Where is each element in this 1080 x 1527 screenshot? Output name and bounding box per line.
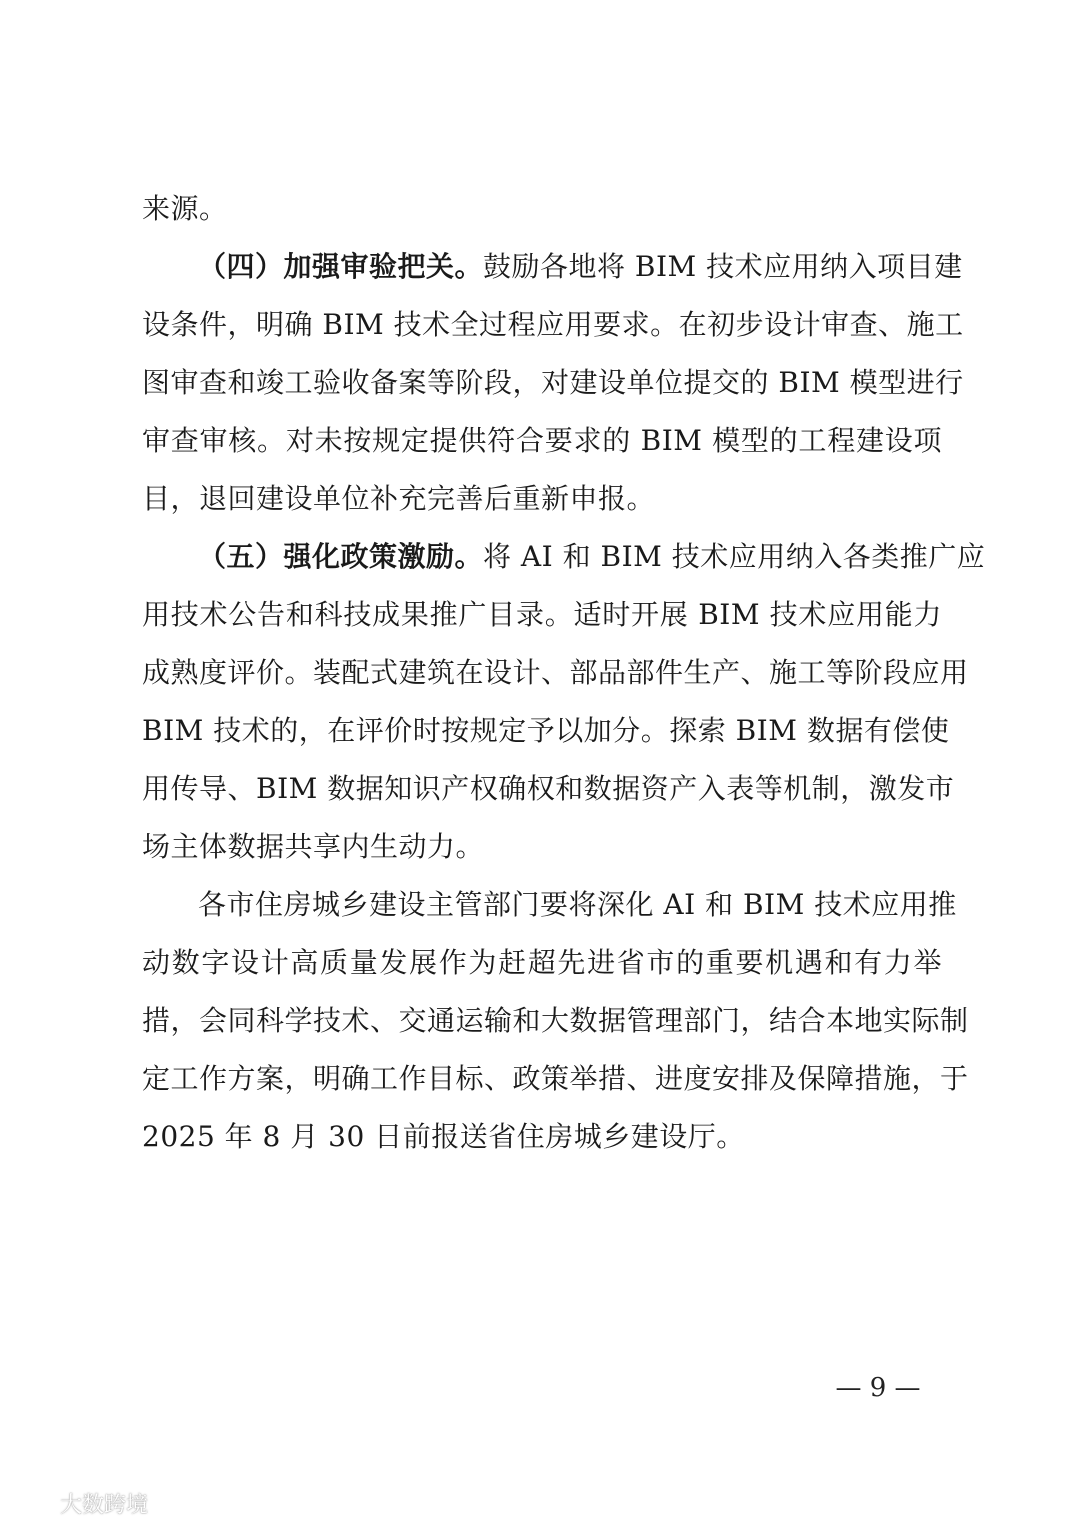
text-line — [142, 818, 942, 876]
line-text: 鼓励各地将 BIM 技术应用纳入项目建 — [483, 250, 963, 283]
text-line — [142, 412, 942, 470]
line-text: 2025 年 8 月 30 日前报送省住房城乡建设厅。 — [142, 1120, 745, 1153]
section-heading: （四）加强审验把关。 — [198, 250, 484, 283]
text-line — [142, 644, 969, 702]
line-text: 来源。 — [142, 192, 228, 225]
text-line — [142, 180, 942, 238]
text-line — [142, 528, 986, 586]
line-text: 定工作方案，明确工作目标、政策举措、进度安排及保障措施，于 — [142, 1062, 969, 1095]
line-text: 动数字设计高质量发展作为赶超先进省市的重要机遇和有力举 — [142, 946, 942, 979]
chat-bubble-logo-icon — [14, 1490, 54, 1516]
line-text: 各市住房城乡建设主管部门要将深化 AI 和 BIM 技术应用推 — [198, 888, 957, 921]
text-line — [142, 1050, 969, 1108]
text-line — [142, 1108, 942, 1166]
line-text: 目，退回建设单位补充完善后重新申报。 — [142, 482, 656, 515]
line-text: 场主体数据共享内生动力。 — [142, 830, 485, 863]
text-line — [142, 470, 942, 528]
text-line — [142, 760, 955, 818]
line-text: 用传导、BIM 数据知识产权确权和数据资产入表等机制，激发市 — [142, 772, 955, 805]
text-line — [142, 934, 942, 992]
text-line — [142, 992, 969, 1050]
page-number: — 9 — — [835, 1373, 921, 1403]
line-text: 用技术公告和科技成果推广目录。适时开展 BIM 技术应用能力 — [142, 598, 942, 631]
text-line — [142, 354, 964, 412]
text-line — [142, 702, 950, 760]
document-body — [142, 180, 986, 1166]
line-text: 措，会同科学技术、交通运输和大数据管理部门，结合本地实际制 — [142, 1004, 969, 1037]
line-text: BIM 技术的，在评价时按规定予以加分。探索 BIM 数据有偿使 — [142, 714, 950, 747]
line-text: 审查审核。对未按规定提供符合要求的 BIM 模型的工程建设项 — [142, 424, 942, 457]
text-line — [142, 296, 964, 354]
text-line — [142, 238, 963, 296]
line-text: 设条件，明确 BIM 技术全过程应用要求。在初步设计审查、施工 — [142, 308, 964, 341]
watermark — [14, 1488, 148, 1518]
text-line — [142, 586, 942, 644]
text-line — [142, 876, 957, 934]
line-text: 成熟度评价。装配式建筑在设计、部品部件生产、施工等阶段应用 — [142, 656, 969, 689]
line-text: 图审查和竣工验收备案等阶段，对建设单位提交的 BIM 模型进行 — [142, 366, 964, 399]
section-heading: （五）强化政策激励。 — [198, 540, 484, 573]
line-text: 将 AI 和 BIM 技术应用纳入各类推广应 — [483, 540, 986, 573]
watermark-label: 大数跨境 — [60, 1492, 149, 1518]
